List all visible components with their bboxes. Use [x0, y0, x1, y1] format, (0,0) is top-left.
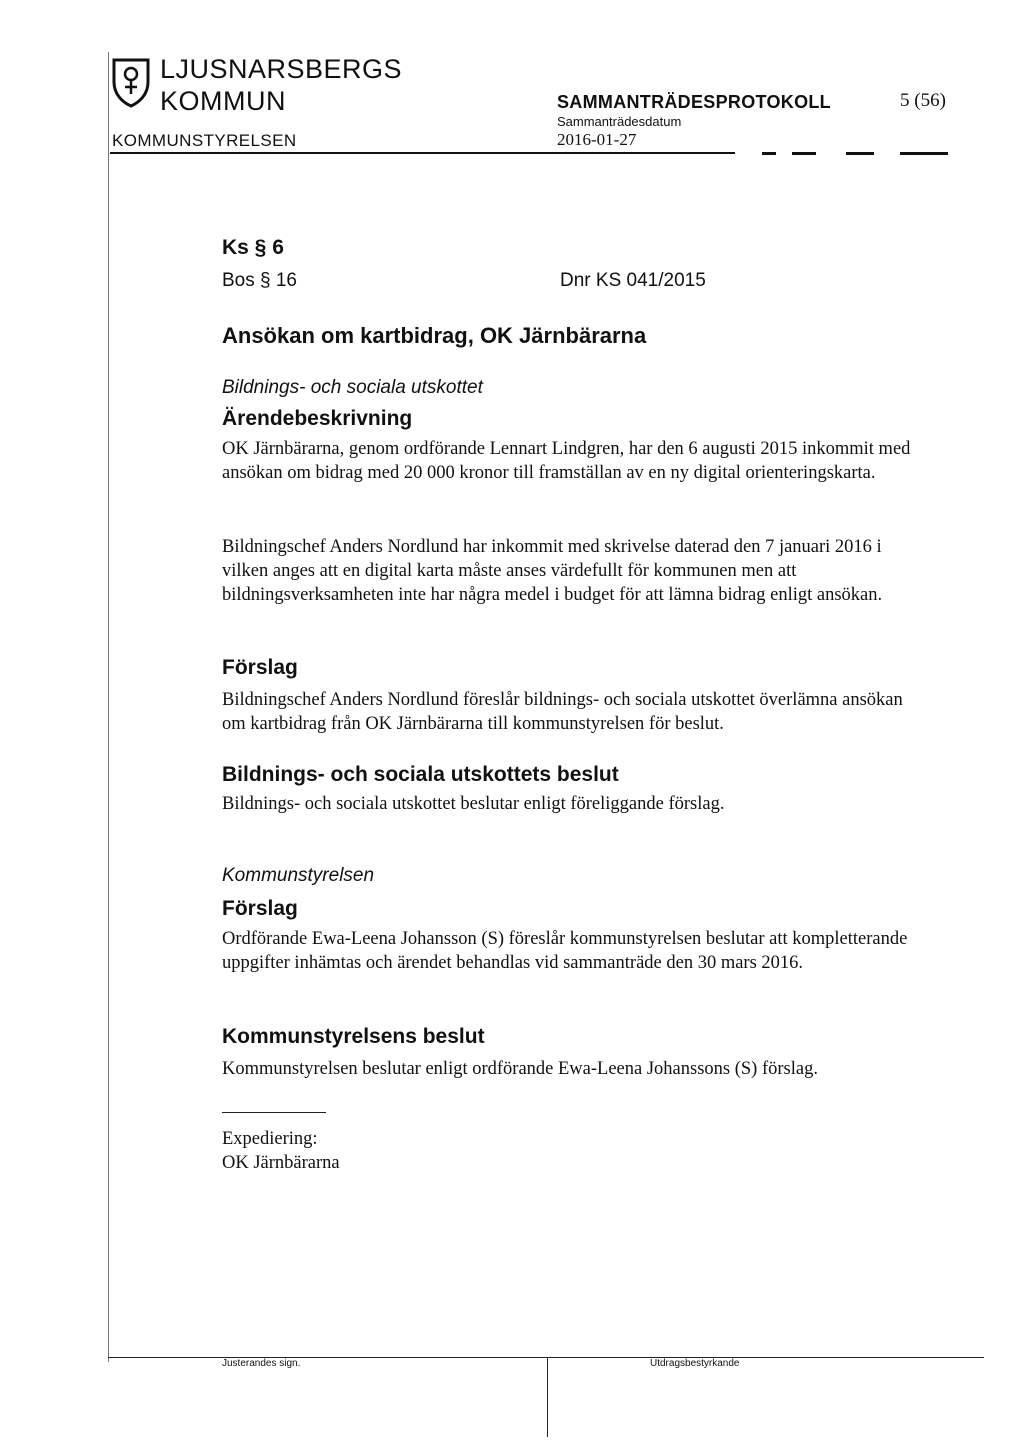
board-section-name: Kommunstyrelsen	[222, 865, 375, 886]
page-number: 5 (56)	[900, 90, 946, 111]
date-label: Sammanträdesdatum	[557, 114, 682, 129]
proposal-text: Ordförande Ewa-Leena Johansson (S) föreslår kommunstyrelsen beslutar att kompletterande uppgifter inhämtas och ärendet behandlas vid sammanträde den 30 mars 2016.	[222, 929, 908, 973]
header-dash	[792, 152, 816, 155]
case-number: Dnr KS 041/2015	[560, 270, 706, 291]
proposal-heading: Förslag	[222, 897, 298, 920]
decision-heading: Kommunstyrelsens beslut	[222, 1025, 485, 1048]
header-dash	[846, 152, 874, 155]
ks-paragraph: Ks § 6	[222, 236, 284, 259]
decision-heading: Bildnings- och sociala utskottets beslut	[222, 763, 619, 786]
org-name-line1: LJUSNARSBERGS	[160, 54, 403, 84]
proposal-text: Bildningschef Anders Nordlund föreslår bildnings- och sociala utskottet överlämna ansökan om kartbidrag från OK Järnbärarna till kommunstyrelsen för beslut.	[222, 690, 903, 734]
description-paragraph: OK Järnbärarna, genom ordförande Lennart Lindgren, har den 6 augusti 2015 inkommit med ansökan om bidrag med 20 000 kronor till framställan av en ny digital orienteringskarta.	[222, 439, 911, 483]
extract-label: Utdragsbestyrkande	[650, 1358, 740, 1369]
proposal-heading: Förslag	[222, 656, 298, 679]
bos-paragraph: Bos § 16	[222, 270, 297, 291]
header-dash	[900, 152, 948, 155]
dispatch-label: Expediering:	[222, 1129, 318, 1149]
dispatch-recipient: OK Järnbärarna	[222, 1153, 340, 1173]
case-title: Ansökan om kartbidrag, OK Järnbärarna	[222, 323, 647, 348]
org-name-line2: KOMMUN	[160, 86, 286, 116]
decision-text: Kommunstyrelsen beslutar enligt ordförande Ewa-Leena Johanssons (S) förslag.	[222, 1059, 818, 1079]
margin-line	[108, 52, 109, 1362]
signature-label: Justerandes sign.	[222, 1358, 301, 1369]
header-dash	[762, 152, 776, 155]
board-name: KOMMUNSTYRELSEN	[112, 131, 297, 150]
description-heading: Ärendebeskrivning	[222, 407, 413, 430]
municipal-coat-of-arms-icon	[110, 56, 152, 108]
decision-text: Bildnings- och sociala utskottet beslutar enligt föreliggande förslag.	[222, 794, 725, 814]
footer-divider	[547, 1357, 548, 1437]
document-type: SAMMANTRÄDESPROTOKOLL	[557, 92, 831, 112]
committee-name: Bildnings- och sociala utskottet	[222, 377, 483, 398]
description-paragraph: Bildningschef Anders Nordlund har inkommit med skrivelse daterad den 7 januari 2016 i vilken anges att en digital karta måste anses värdefullt för kommunen men att bildningsverksamheten inte har några medel i budget för att lämna bidrag enligt ansökan.	[222, 537, 883, 605]
meeting-date: 2016-01-27	[557, 130, 637, 149]
dispatch-rule	[222, 1112, 326, 1113]
header-rule	[110, 152, 735, 154]
